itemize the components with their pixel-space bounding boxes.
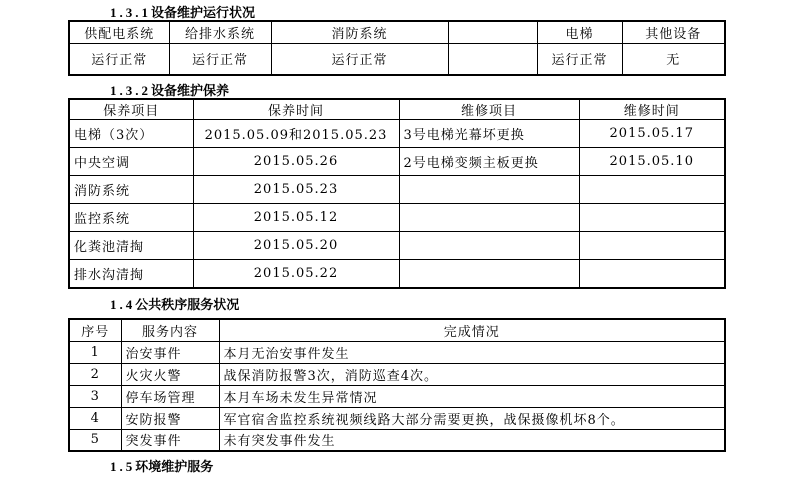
table-header-row [69, 21, 725, 43]
table-cell: 2015.05.17 [579, 120, 725, 148]
header-cell: 给排水系统 [169, 21, 271, 43]
table-row [69, 341, 725, 363]
table-header-row [69, 99, 725, 120]
table-cell [448, 43, 537, 75]
table-cell: 2号电梯变频主板更换 [399, 148, 579, 176]
header-cell: 完成情况 [219, 319, 725, 341]
header-cell: 其他设备 [622, 21, 725, 43]
table-cell: 军官宿舍监控系统视频线路大部分需要更换，战保摄像机坏8个。 [219, 407, 725, 429]
table-cell: 运行正常 [69, 43, 169, 75]
section-number: 1.3.1 [110, 5, 151, 20]
section-number: 1.3.2 [110, 83, 151, 98]
header-cell: 序号 [69, 319, 121, 341]
table-cell: 无 [622, 43, 725, 75]
header-cell: 保养项目 [69, 99, 193, 120]
table-cell: 2 [69, 363, 121, 385]
section-heading-1-5 [110, 456, 213, 475]
table-cell [399, 232, 579, 260]
table-cell: 2015.05.23 [193, 176, 399, 204]
table-cell: 化粪池清掏 [69, 232, 193, 260]
table-cell: 2015.05.10 [579, 148, 725, 176]
table-cell: 本月车场未发生异常情况 [219, 385, 725, 407]
table-cell: 火灾火警 [121, 363, 219, 385]
section-number: 1.5 [110, 459, 136, 474]
table-cell: 消防系统 [69, 176, 193, 204]
table-row [69, 407, 725, 429]
header-cell: 服务内容 [121, 319, 219, 341]
table-row [69, 385, 725, 407]
table-cell: 突发事件 [121, 429, 219, 451]
table-cell: 2015.05.20 [193, 232, 399, 260]
equipment-status-table [68, 20, 726, 76]
table-row [69, 232, 725, 260]
table-cell [579, 204, 725, 232]
table-row [69, 120, 725, 148]
table-cell: 3 [69, 385, 121, 407]
table-cell: 治安事件 [121, 341, 219, 363]
maintenance-table [68, 98, 726, 289]
header-cell: 维修项目 [399, 99, 579, 120]
table-cell [579, 232, 725, 260]
table-cell [579, 260, 725, 288]
table-cell: 未有突发事件发生 [219, 429, 725, 451]
table-cell: 排水沟清掏 [69, 260, 193, 288]
table-row [69, 363, 725, 385]
header-cell: 消防系统 [271, 21, 448, 43]
table-cell [399, 260, 579, 288]
table-header-row [69, 319, 725, 341]
table-cell: 1 [69, 341, 121, 363]
table-cell: 运行正常 [271, 43, 448, 75]
header-cell [448, 21, 537, 43]
table-cell: 2015.05.26 [193, 148, 399, 176]
table-row [69, 176, 725, 204]
table-cell: 监控系统 [69, 204, 193, 232]
header-cell: 维修时间 [579, 99, 725, 120]
section-number: 1.4 [110, 297, 136, 312]
table-row [69, 43, 725, 75]
table-cell [399, 176, 579, 204]
table-cell [399, 204, 579, 232]
table-cell: 本月无治安事件发生 [219, 341, 725, 363]
table-cell: 2015.05.09和2015.05.23 [193, 120, 399, 148]
section-title: 环境维护服务 [135, 460, 214, 475]
section-title: 设备维护保养 [151, 84, 230, 99]
table-cell: 中央空调 [69, 148, 193, 176]
table-cell: 电梯（3次） [69, 120, 193, 148]
table-cell: 安防报警 [121, 407, 219, 429]
table-cell: 运行正常 [169, 43, 271, 75]
section-heading-1-3-1 [110, 2, 255, 21]
section-heading-1-4 [110, 294, 239, 313]
table-cell: 停车场管理 [121, 385, 219, 407]
section-heading-1-3-2 [110, 80, 229, 99]
table-row [69, 260, 725, 288]
table-row [69, 429, 725, 451]
section-title: 公共秩序服务状况 [135, 298, 240, 313]
table-row [69, 148, 725, 176]
table-cell: 3号电梯光幕坏更换 [399, 120, 579, 148]
table-cell: 战保消防报警3次，消防巡查4次。 [219, 363, 725, 385]
table-cell: 2015.05.22 [193, 260, 399, 288]
table-row [69, 204, 725, 232]
header-cell: 供配电系统 [69, 21, 169, 43]
header-cell: 电梯 [537, 21, 622, 43]
section-title: 设备维护运行状况 [151, 6, 256, 21]
table-cell: 2015.05.12 [193, 204, 399, 232]
table-cell [579, 176, 725, 204]
table-cell: 运行正常 [537, 43, 622, 75]
header-cell: 保养时间 [193, 99, 399, 120]
table-cell: 4 [69, 407, 121, 429]
table-cell: 5 [69, 429, 121, 451]
public-order-table [68, 318, 726, 452]
